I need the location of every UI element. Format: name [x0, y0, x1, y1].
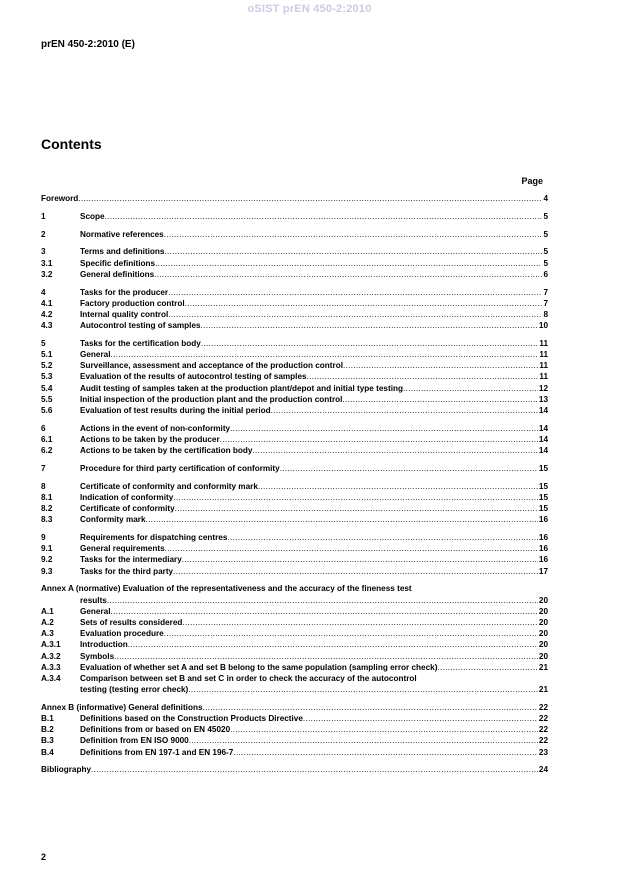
toc-entry-page: 16 — [538, 555, 548, 565]
toc-entry-page: 15 — [538, 492, 548, 502]
toc-entry-title: Scope — [80, 211, 105, 221]
toc-leader-dots — [201, 320, 538, 331]
toc-entry-number: 5.2 — [41, 361, 53, 371]
toc-entry-number: A.3 — [41, 629, 54, 639]
toc-entry-number: 5.4 — [41, 383, 53, 393]
toc-entry[interactable] — [41, 662, 548, 673]
toc-leader-dots — [189, 735, 538, 746]
toc-entry-title: Terms and definitions — [80, 247, 165, 257]
toc-entry[interactable] — [41, 514, 548, 525]
toc-entry-title: General — [80, 606, 111, 616]
toc-entry-number: 7 — [41, 463, 46, 473]
toc-entry-page: 20 — [538, 629, 548, 639]
toc-entry-number: 6.2 — [41, 446, 53, 456]
toc-entry-title: Initial inspection of the production plant and the production control — [80, 394, 343, 404]
toc-entry[interactable] — [41, 229, 548, 240]
toc-leader-dots — [227, 532, 537, 543]
toc-entry-page: 11 — [539, 350, 548, 360]
toc-leader-dots — [78, 193, 542, 204]
toc-entry[interactable] — [41, 434, 548, 445]
toc-entry-number: 3.1 — [41, 258, 53, 268]
toc-entry-number: 5.3 — [41, 372, 53, 382]
toc-leader-dots — [154, 269, 542, 280]
toc-entry-page: 20 — [538, 617, 548, 627]
toc-entry[interactable] — [41, 735, 548, 746]
toc-entry-number: A.3.2 — [41, 651, 61, 661]
toc-entry-title: Tasks for the producer — [80, 287, 169, 297]
toc-entry-title: Factory production control — [80, 298, 185, 308]
toc-entry[interactable] — [41, 246, 548, 257]
toc-entry-page: 11 — [539, 361, 548, 371]
toc-leader-dots — [182, 554, 538, 565]
toc-entry-title: Introduction — [80, 640, 128, 650]
toc-entry[interactable] — [41, 269, 548, 280]
toc-leader-dots — [164, 246, 542, 257]
watermark: oSIST prEN 450-2:2010 — [247, 3, 372, 15]
table-of-contents — [41, 193, 548, 776]
toc-entry-title: Certificate of conformity — [80, 504, 175, 514]
toc-leader-dots — [155, 258, 542, 269]
toc-leader-dots — [201, 338, 538, 349]
toc-entry-number: 5.5 — [41, 394, 53, 404]
document-id: prEN 450-2:2010 (E) — [41, 39, 135, 50]
toc-entry-page: 10 — [538, 321, 548, 331]
toc-leader-dots — [111, 606, 538, 617]
toc-leader-dots — [403, 383, 538, 394]
toc-leader-dots — [168, 309, 542, 320]
toc-entry-number: A.2 — [41, 617, 54, 627]
toc-leader-dots — [203, 702, 538, 713]
toc-entry-page: 11 — [539, 338, 548, 348]
toc-entry-number: A.3.1 — [41, 640, 61, 650]
toc-entry-page: 4 — [543, 194, 548, 203]
toc-entry[interactable] — [41, 309, 548, 320]
toc-leader-dots — [307, 371, 539, 382]
toc-entry-page: 15 — [538, 504, 548, 514]
toc-entry-page: 13 — [538, 394, 548, 404]
toc-entry-page: 22 — [538, 702, 548, 712]
toc-entry[interactable] — [41, 532, 548, 543]
toc-entry[interactable] — [41, 651, 548, 662]
toc-entry-title: Actions in the event of non-conformity — [80, 423, 231, 433]
toc-entry-title: Procedure for third party certification of conformity — [80, 463, 280, 473]
toc-entry[interactable] — [41, 371, 548, 382]
toc-entry[interactable] — [41, 713, 548, 724]
toc-leader-dots — [164, 229, 543, 240]
toc-entry-page: 16 — [538, 544, 548, 554]
toc-leader-dots — [128, 639, 538, 650]
toc-entry-page: 20 — [538, 606, 548, 616]
toc-entry[interactable] — [41, 628, 548, 639]
toc-entry-title: Requirements for dispatching centres — [80, 533, 228, 543]
page-column-label: Page — [521, 176, 543, 186]
toc-entry-page: 16 — [538, 515, 548, 525]
toc-entry-title: Tasks for the certification body — [80, 338, 201, 348]
toc-leader-dots — [146, 514, 538, 525]
toc-leader-dots — [252, 445, 537, 456]
toc-entry-number: A.3.3 — [41, 662, 61, 672]
toc-entry-page: 7 — [543, 287, 548, 297]
toc-entry[interactable] — [41, 287, 548, 298]
toc-entry-number: 2 — [41, 229, 46, 239]
toc-leader-dots — [220, 434, 538, 445]
toc-entry-title: Autocontrol testing of samples — [80, 321, 201, 331]
toc-entry[interactable] — [41, 554, 548, 565]
toc-entry-title: Tasks for the third party — [80, 566, 174, 576]
toc-entry-number: B.1 — [41, 714, 54, 724]
toc-entry-page: 20 — [538, 651, 548, 661]
toc-entry-page: 20 — [538, 640, 548, 650]
toc-entry-title: Internal quality control — [80, 309, 169, 319]
toc-entry-page: 8 — [543, 309, 548, 319]
toc-leader-dots — [343, 360, 538, 371]
toc-leader-dots — [342, 394, 537, 405]
toc-entry-page: 5 — [543, 258, 548, 268]
toc-entry-number: 3.2 — [41, 269, 53, 279]
toc-entry-title: Evaluation procedure — [80, 629, 164, 639]
toc-entry-page: 5 — [543, 211, 548, 221]
toc-entry-page: 14 — [538, 434, 548, 444]
toc-entry[interactable] — [41, 258, 548, 269]
toc-entry-title: Specific definitions — [80, 258, 156, 268]
toc-entry-title: Actions to be taken by the producer — [80, 434, 220, 444]
toc-entry[interactable] — [41, 747, 548, 758]
toc-entry-title: Surveillance, assessment and acceptance of the production control — [80, 361, 343, 371]
toc-leader-dots — [173, 566, 538, 577]
toc-leader-dots — [107, 595, 538, 606]
toc-entry-title: Audit testing of samples taken at the production plant/depot and initial type testing — [80, 383, 403, 393]
toc-entry-page: 24 — [538, 765, 548, 775]
toc-leader-dots — [91, 764, 538, 775]
toc-entry-number: B.4 — [41, 747, 54, 757]
toc-entry-page: 22 — [538, 725, 548, 735]
toc-entry-title: Tasks for the intermediary — [80, 555, 182, 565]
toc-leader-dots — [230, 724, 538, 735]
toc-entry-number: 6 — [41, 423, 46, 433]
toc-entry-title: General requirements — [80, 544, 165, 554]
toc-entry-page: 21 — [538, 662, 548, 672]
toc-entry[interactable] — [41, 211, 548, 222]
toc-entry[interactable] — [41, 702, 548, 713]
toc-leader-dots — [105, 211, 543, 222]
toc-entry-number: 8 — [41, 481, 46, 491]
toc-entry-page: 16 — [538, 533, 548, 543]
toc-entry-page: 14 — [538, 446, 548, 456]
toc-entry[interactable] — [41, 405, 548, 416]
toc-leader-dots — [168, 287, 542, 298]
toc-entry-title: Indication of conformity — [80, 492, 174, 502]
toc-entry[interactable] — [41, 673, 548, 695]
page-number: 2 — [41, 852, 47, 862]
toc-entry-title: Actions to be taken by the certification body — [80, 446, 253, 456]
toc-entry-page: 12 — [538, 383, 548, 393]
toc-entry-number: 4.2 — [41, 309, 53, 319]
toc-entry-number: 4.3 — [41, 321, 53, 331]
toc-entry-number: 3 — [41, 247, 46, 257]
toc-leader-dots — [280, 463, 538, 474]
toc-entry-page: 5 — [543, 247, 548, 257]
toc-entry-title-continued: testing (testing error check) — [80, 685, 189, 695]
toc-entry-page: 11 — [539, 372, 548, 382]
toc-entry[interactable] — [41, 394, 548, 405]
toc-entry[interactable] — [41, 583, 548, 605]
toc-entry-title-continued: results — [80, 595, 107, 605]
toc-entry-title: Sets of results considered — [80, 617, 183, 627]
toc-entry[interactable] — [41, 360, 548, 371]
page-title: Contents — [41, 136, 102, 152]
toc-entry[interactable] — [41, 463, 548, 474]
toc-entry-title: Evaluation of test results during the initial period — [80, 405, 271, 415]
toc-entry[interactable] — [41, 606, 548, 617]
toc-leader-dots — [164, 628, 538, 639]
toc-entry-title: Annex A (normative) Evaluation of the representativeness and the accuracy of the fineness test — [41, 584, 412, 594]
toc-entry-page: 15 — [538, 463, 548, 473]
toc-entry-number: 9.3 — [41, 566, 53, 576]
toc-entry[interactable] — [41, 566, 548, 577]
toc-entry-number: 4 — [41, 287, 46, 297]
toc-entry-title: Symbols — [80, 651, 115, 661]
toc-leader-dots — [182, 617, 538, 628]
toc-entry-number: 8.1 — [41, 492, 53, 502]
toc-leader-dots — [111, 349, 539, 360]
toc-entry-title: Certificate of conformity and conformity mark — [80, 481, 258, 491]
toc-entry-number: 9.2 — [41, 555, 53, 565]
toc-entry-title: Definition from EN ISO 9000 — [80, 736, 189, 746]
toc-entry-page: 14 — [538, 405, 548, 415]
toc-entry-title: Foreword — [41, 194, 79, 203]
toc-entry-number: 6.1 — [41, 434, 53, 444]
toc-entry[interactable] — [41, 724, 548, 735]
toc-entry-page: 7 — [543, 298, 548, 308]
toc-entry-page: 15 — [538, 481, 548, 491]
toc-entry-number: A.3.4 — [41, 673, 61, 683]
toc-entry[interactable] — [41, 503, 548, 514]
toc-entry[interactable] — [41, 298, 548, 309]
toc-entry-number: 8.3 — [41, 515, 53, 525]
toc-entry-page: 20 — [538, 595, 548, 605]
toc-entry-page: 22 — [538, 714, 548, 724]
toc-entry-number: 5 — [41, 338, 46, 348]
toc-entry-number: 9 — [41, 533, 46, 543]
toc-entry-page: 23 — [538, 747, 548, 757]
toc-leader-dots — [437, 662, 537, 673]
toc-leader-dots — [303, 713, 538, 724]
toc-entry[interactable] — [41, 320, 548, 331]
toc-entry-page: 22 — [538, 736, 548, 746]
toc-entry[interactable] — [41, 193, 548, 204]
toc-entry[interactable] — [41, 349, 548, 360]
toc-leader-dots — [114, 651, 538, 662]
toc-leader-dots — [175, 503, 538, 514]
toc-entry-page: 5 — [543, 229, 548, 239]
toc-leader-dots — [230, 423, 538, 434]
toc-entry[interactable] — [41, 764, 548, 775]
toc-entry-title: Conformity mark — [80, 515, 146, 525]
toc-entry-title: General definitions — [80, 269, 155, 279]
toc-entry-title: Normative references — [80, 229, 164, 239]
toc-entry[interactable] — [41, 423, 548, 434]
toc-entry-number: B.2 — [41, 725, 54, 735]
toc-entry-page: 14 — [538, 423, 548, 433]
toc-entry-page: 17 — [538, 566, 548, 576]
toc-entry-page: 6 — [543, 269, 548, 279]
toc-entry-title: Evaluation of whether set A and set B belong to the same population (sampling error check) — [80, 662, 438, 672]
toc-entry-title: Bibliography — [41, 765, 92, 775]
toc-entry[interactable] — [41, 481, 548, 492]
toc-entry-number: 4.1 — [41, 298, 53, 308]
toc-entry[interactable] — [41, 445, 548, 456]
toc-entry-number: 5.6 — [41, 405, 53, 415]
toc-entry-number: 9.1 — [41, 544, 53, 554]
toc-entry-title: Annex B (informative) General definitions — [41, 702, 203, 712]
toc-entry[interactable] — [41, 383, 548, 394]
toc-entry-number: B.3 — [41, 736, 54, 746]
toc-entry[interactable] — [41, 492, 548, 503]
toc-entry[interactable] — [41, 543, 548, 554]
toc-leader-dots — [165, 543, 538, 554]
toc-entry[interactable] — [41, 639, 548, 650]
toc-leader-dots — [188, 684, 538, 695]
toc-leader-dots — [185, 298, 543, 309]
toc-entry-number: 1 — [41, 211, 46, 221]
toc-entry-number: A.1 — [41, 606, 54, 616]
toc-entry[interactable] — [41, 617, 548, 628]
toc-entry-title: Definitions based on the Construction Products Directive — [80, 714, 303, 724]
toc-leader-dots — [258, 481, 538, 492]
toc-entry-title: Comparison between set B and set C in order to check the accuracy of the autocontrol — [80, 673, 417, 683]
toc-entry-title: Definitions from or based on EN 45020 — [80, 725, 231, 735]
toc-entry-number: 8.2 — [41, 504, 53, 514]
toc-leader-dots — [233, 747, 538, 758]
toc-leader-dots — [271, 405, 538, 416]
toc-entry-title: Definitions from EN 197-1 and EN 196-7 — [80, 747, 234, 757]
toc-entry-title: Evaluation of the results of autocontrol testing of samples — [80, 372, 307, 382]
toc-entry-number: 5.1 — [41, 350, 53, 360]
toc-entry-title: General — [80, 350, 111, 360]
toc-entry[interactable] — [41, 338, 548, 349]
toc-entry-page: 21 — [538, 685, 548, 695]
toc-leader-dots — [173, 492, 538, 503]
